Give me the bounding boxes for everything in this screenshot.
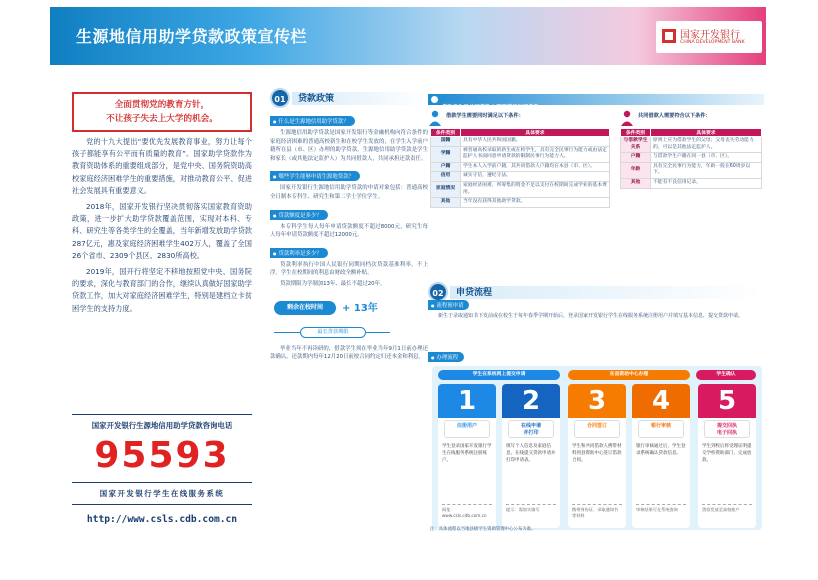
section-title: 贷款政策 bbox=[298, 94, 335, 104]
stage-confirm: 学生确认 bbox=[696, 370, 756, 380]
section-number: 02 bbox=[428, 282, 448, 302]
table-row: 户籍 与借款学生户籍在同一县（市、区）。 bbox=[621, 153, 762, 163]
step-label: 银行审核 bbox=[638, 420, 684, 438]
service-label: 国家开发银行学生在线服务系统 bbox=[72, 482, 252, 505]
step-desc: 学生登录国家开发银行学生在线服务系统注册账户。 bbox=[442, 444, 492, 463]
hotline-label: 国家开发银行生源地信用助学贷款咨询电话 bbox=[91, 421, 233, 430]
step-number: 3 bbox=[568, 384, 626, 418]
bank-logo bbox=[656, 21, 762, 53]
stage-county: 在县资助中心办理 bbox=[568, 370, 690, 380]
slogan-box bbox=[72, 92, 252, 132]
question-tag: ● 贷款额度是多少？ bbox=[270, 210, 328, 220]
cosigner-conditions-table bbox=[620, 128, 762, 189]
conditions-header: 借款学生及共同借款人需要满足以下条件 bbox=[428, 94, 764, 105]
slogan-line-1: 全面贯彻党的教育方针， bbox=[114, 100, 210, 110]
section-number: 01 bbox=[270, 88, 290, 108]
process-footnote: 注：具体流程以当地县级学生资助管理中心公布为准。 bbox=[430, 527, 536, 532]
table-row: 年龄 具有完全民事行为能力，年龄一般在60周岁以下。 bbox=[621, 162, 762, 178]
policy-column bbox=[270, 88, 428, 362]
table-row: 与借款学生关系 原则上应为借款学生的父母；父母丧失劳动能力的，可以是其他法定监护人。 bbox=[621, 137, 762, 153]
step-note: 审核结果可在系统查询 bbox=[636, 504, 686, 513]
table-row: 国籍 具有中华人民共和国国籍。 bbox=[431, 137, 610, 147]
step-note: 网址：www.csls.cdb.com.cn bbox=[442, 504, 492, 519]
section-title: 申贷流程 bbox=[456, 288, 493, 298]
step-card-3 bbox=[568, 384, 626, 528]
conditions-panel bbox=[428, 92, 764, 270]
student-conditions-table bbox=[430, 128, 610, 208]
student-icon bbox=[428, 110, 442, 126]
slogan-line-2: 不让孩子失去上大学的机会。 bbox=[106, 114, 218, 124]
table-row: 家庭情况 家庭经济困难，所筹集的资金不足以支付在校期间完成学业的基本费用。 bbox=[431, 181, 610, 197]
student-caption: 借款学生需要同时满足以下条件： bbox=[446, 113, 524, 119]
intro-paragraph: 2019年，国开行将坚定不移地按照党中央、国务院的要求，深化与教育部门的合作，继续认真做好国家助学贷款工作，加大对家庭经济困难学生，特别是建档立卡贫困学生的支持力度。 bbox=[72, 267, 252, 313]
pre-apply-text: 新生于录取通知书下发前或在校生于每年春季学期开始后，登录国家开发银行学生在线服务系统注册用户并填写基本信息，提交贷款申请。 bbox=[438, 313, 744, 319]
remaining-term-label: 剩余在校时间 bbox=[274, 301, 336, 315]
term-text: 贷款期限为学制加13年、最长不超过20年。 bbox=[280, 280, 386, 287]
service-url[interactable]: http://www.csls.cdb.com.cn bbox=[86, 514, 238, 525]
step-label: 提交回执 电子回执 bbox=[704, 420, 750, 438]
step-number: 1 bbox=[438, 384, 496, 418]
answer-text: 本专科学生每人每年申请贷款额度不超过8000元，研究生每人每年申请贷款额度不超过12000元。 bbox=[270, 223, 428, 239]
question-tag: ● 什么是生源地信用助学贷款？ bbox=[270, 116, 355, 126]
step-desc: 银行审核通过后，学生登录系统确认贷款信息。 bbox=[636, 444, 686, 456]
hotline-number[interactable]: 95593 bbox=[94, 435, 230, 476]
table-row: 信用 诚实守信，遵纪守法。 bbox=[431, 172, 610, 182]
intro-column bbox=[72, 92, 252, 315]
step-label: 注册用户 bbox=[444, 420, 490, 438]
step-note: 携带身份证、录取通知书等材料 bbox=[572, 504, 622, 519]
answer-text: 生源地信用助学贷款是国家开发银行等金融机构向符合条件的家庭经济困难的普通高校新生和在校学生发放的，在学生入学前户籍所在县（市、区）办理的助学贷款。生源地信用助学贷款是学生和家长（或其他法定监护人）为共同借款人，共同承担还款责任。 bbox=[270, 130, 428, 162]
step-card-4 bbox=[632, 384, 690, 528]
loan-term-diagram bbox=[270, 293, 428, 343]
pre-apply-tag: ● 流程预申请 bbox=[428, 300, 469, 310]
cosigner-caption: 共同借款人需要符合以下条件： bbox=[638, 113, 711, 119]
section-header bbox=[428, 282, 764, 302]
question-tag: ● 贷款利率是多少？ bbox=[270, 248, 328, 258]
table-row: 其他 当年没有获得其他助学贷款。 bbox=[431, 198, 610, 208]
step-note: 贷款发放至高校账户 bbox=[702, 504, 752, 513]
table-header-row: 条件类别 具体要求 bbox=[431, 129, 610, 137]
intro-paragraph: 2018年，国家开发银行坚决贯彻落实国家教育资助政策，进一步扩大助学贷款覆盖范围，实现对本科、专科、研究生等各类学生的全覆盖，当年新增发放助学贷款287亿元，惠及家庭经济困难学生402万人，覆盖了全国26个省市、2309个县区、2830所高校。 bbox=[72, 202, 252, 260]
section-header bbox=[270, 88, 428, 108]
max-term-label: 最长贷款期限 bbox=[300, 327, 366, 338]
hotline-block bbox=[72, 414, 252, 525]
step-desc: 学生到校后将受理证明提交学校资助部门，完成放款。 bbox=[702, 444, 752, 463]
bank-name-cn: 国家开发银行 bbox=[680, 30, 740, 41]
term-plus-years: + 13年 bbox=[342, 302, 378, 314]
poster-title: 生源地信用助学贷款政策宣传栏 bbox=[76, 27, 308, 46]
cosigner-icon bbox=[620, 110, 634, 126]
bank-name-en: CHINA DEVELOPMENT BANK bbox=[680, 40, 745, 45]
step-number: 5 bbox=[698, 384, 756, 418]
flow-tag: ● 办理流程 bbox=[428, 352, 464, 362]
step-label: 在线申请 并打印 bbox=[508, 420, 554, 438]
table-header-row: 条件类别 具体要求 bbox=[621, 129, 762, 137]
step-label: 合同签订 bbox=[574, 420, 620, 438]
flow-panel bbox=[432, 366, 762, 530]
answer-text: 贷款利率执行中国人民银行同期同档次贷款基准利率，不上浮。学生在校期间的利息由财政全额补贴。 bbox=[270, 261, 428, 277]
process-section bbox=[428, 282, 764, 542]
table-row: 户籍 学生本人入学前户籍，其共同借款人户籍均在本县（市、区）。 bbox=[431, 162, 610, 172]
step-desc: 填写个人信息及家庭信息，在线提交贷款申请并打印申请表。 bbox=[506, 444, 556, 463]
step-number: 2 bbox=[502, 384, 560, 418]
step-note: 提示：需如实填写 bbox=[506, 504, 556, 513]
step-desc: 学生和共同借款人携带材料到县资助中心签订借款合同。 bbox=[572, 444, 622, 463]
stage-online: 学生在系统网上提交申请 bbox=[438, 370, 560, 380]
step-card-2 bbox=[502, 384, 560, 528]
question-tag: ● 哪些学生能够申请生源地贷款？ bbox=[270, 171, 360, 181]
step-number: 4 bbox=[632, 384, 690, 418]
cdb-logo-icon bbox=[662, 29, 676, 43]
step-card-1 bbox=[438, 384, 496, 528]
poster bbox=[50, 0, 766, 580]
answer-text: 国家开发银行生源地信用助学贷款的申请对象包括：普通高校全日制本专科生、研究生和第二学士学位学生。 bbox=[270, 185, 428, 200]
repay-text: 毕业当年不再读研的，借款学生须在毕业当年9月1日前办理还款确认。还款期内每年12月20日前按合同约定归还本金和利息。 bbox=[270, 345, 428, 361]
intro-paragraph: 党的十九大提出“要优先发展教育事业，努力让每个孩子都能享有公平而有质量的教育”。国家助学贷款作为教育资助体系的重要组成部分，是党中央、国务院资助高校家庭经济困难学生的重要措施，对推动教育公平、促进社会发展具有重要意义。 bbox=[72, 137, 252, 195]
step-card-5 bbox=[698, 384, 756, 528]
table-row: 学籍 被普通高校录取的新生或在校学生，具有完全民事行为能力或由法定监护人书面同意申请贷款的限制民事行为能力人。 bbox=[431, 146, 610, 162]
table-row: 其他 不能有不良信用记录。 bbox=[621, 178, 762, 188]
header-banner bbox=[50, 7, 766, 65]
